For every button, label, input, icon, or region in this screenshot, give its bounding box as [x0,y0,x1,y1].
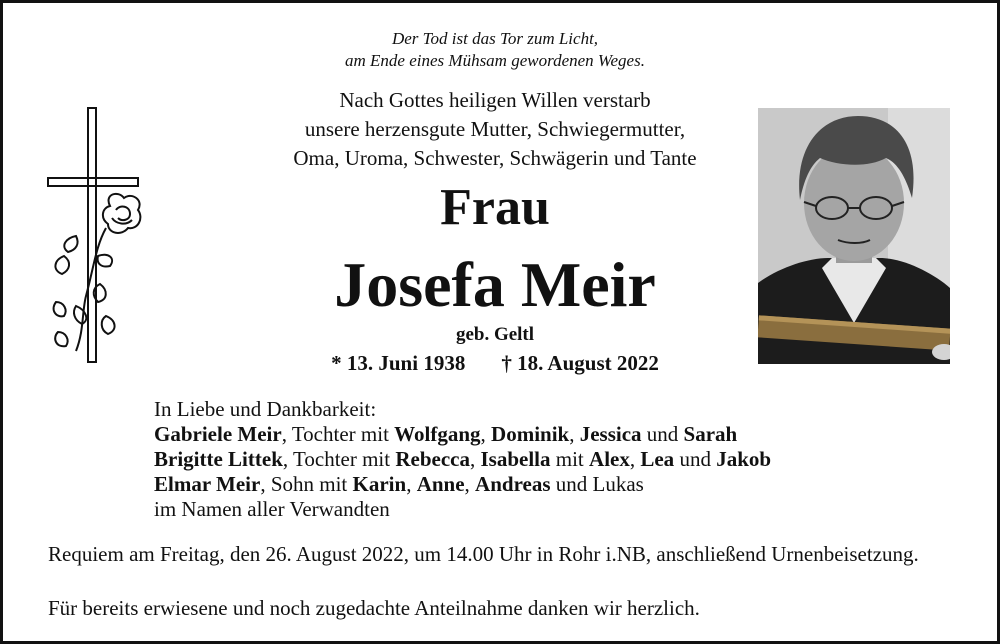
mourner-text: , [464,472,476,496]
mourner-text: , Tochter mit [281,422,395,446]
intro-text [150,86,840,173]
mourner-name: Sarah [683,422,738,446]
mourners-list [154,397,854,522]
intro-line-2: unsere herzensgute Mutter, Schwiegermutter, [304,117,686,141]
cross-with-rose-icon [46,106,146,366]
mourner-text: , [470,447,481,471]
thanks-note: Für bereits erwiesene und noch zugedachte Anteilnahme danken wir herzlich. [48,596,700,620]
mourner-name: Anne [416,472,465,496]
birth-name: geb. Geltl [455,324,535,345]
intro-line-3: Oma, Uroma, Schwester, Schwägerin und Tante [293,146,697,170]
mourner-name: Isabella [480,447,551,471]
mourner-text: , Tochter mit [282,447,396,471]
mourner-text: , [480,422,492,446]
mourner-text: und [674,447,717,471]
mourner-name: Elmar Meir [154,472,261,496]
intro-line-1: Nach Gottes heiligen Willen verstarb [339,88,651,112]
mourner-name: Jessica [579,422,642,446]
mourners-closing: im Namen aller Verwandten [154,497,390,521]
requiem-info: Requiem am Freitag, den 26. August 2022, um 14.00 Uhr in Rohr i.NB, anschließend Urnenbeisetzung. [48,542,919,566]
mourner-name: Brigitte Littek [154,447,283,471]
mourner-text: mit [550,447,590,471]
mourner-text: , [569,422,580,446]
mourner-name: Alex [589,447,630,471]
mourner-line [154,472,854,497]
mourner-text: und [641,422,684,446]
salutation: Frau [440,179,550,236]
mourner-line [154,422,854,447]
mourner-text: und Lukas [550,472,644,496]
mourner-name: Gabriele Meir [154,422,282,446]
mourner-text: , [406,472,417,496]
mourner-text: , [629,447,641,471]
death-date: † 18. August 2022 [501,351,659,375]
mourner-name: Karin [352,472,407,496]
mourner-text: , Sohn mit [260,472,353,496]
quote-line-2: am Ende eines Mühsam gewordenen Weges. [345,51,645,70]
mourner-name: Rebecca [395,447,470,471]
mourner-name: Jakob [716,447,772,471]
birth-date: * 13. Juni 1938 [331,351,466,375]
mourner-name: Dominik [491,422,570,446]
mourner-name: Andreas [475,472,551,496]
mourner-name: Lea [640,447,675,471]
life-dates [150,349,840,377]
mourners-heading: In Liebe und Dankbarkeit: [154,397,377,421]
deceased-name: Josefa Meir [334,249,656,320]
mourner-line [154,447,854,472]
quote-line-1: Der Tod ist das Tor zum Licht, [391,29,599,48]
mourner-name: Wolfgang [394,422,481,446]
quote [160,28,830,72]
